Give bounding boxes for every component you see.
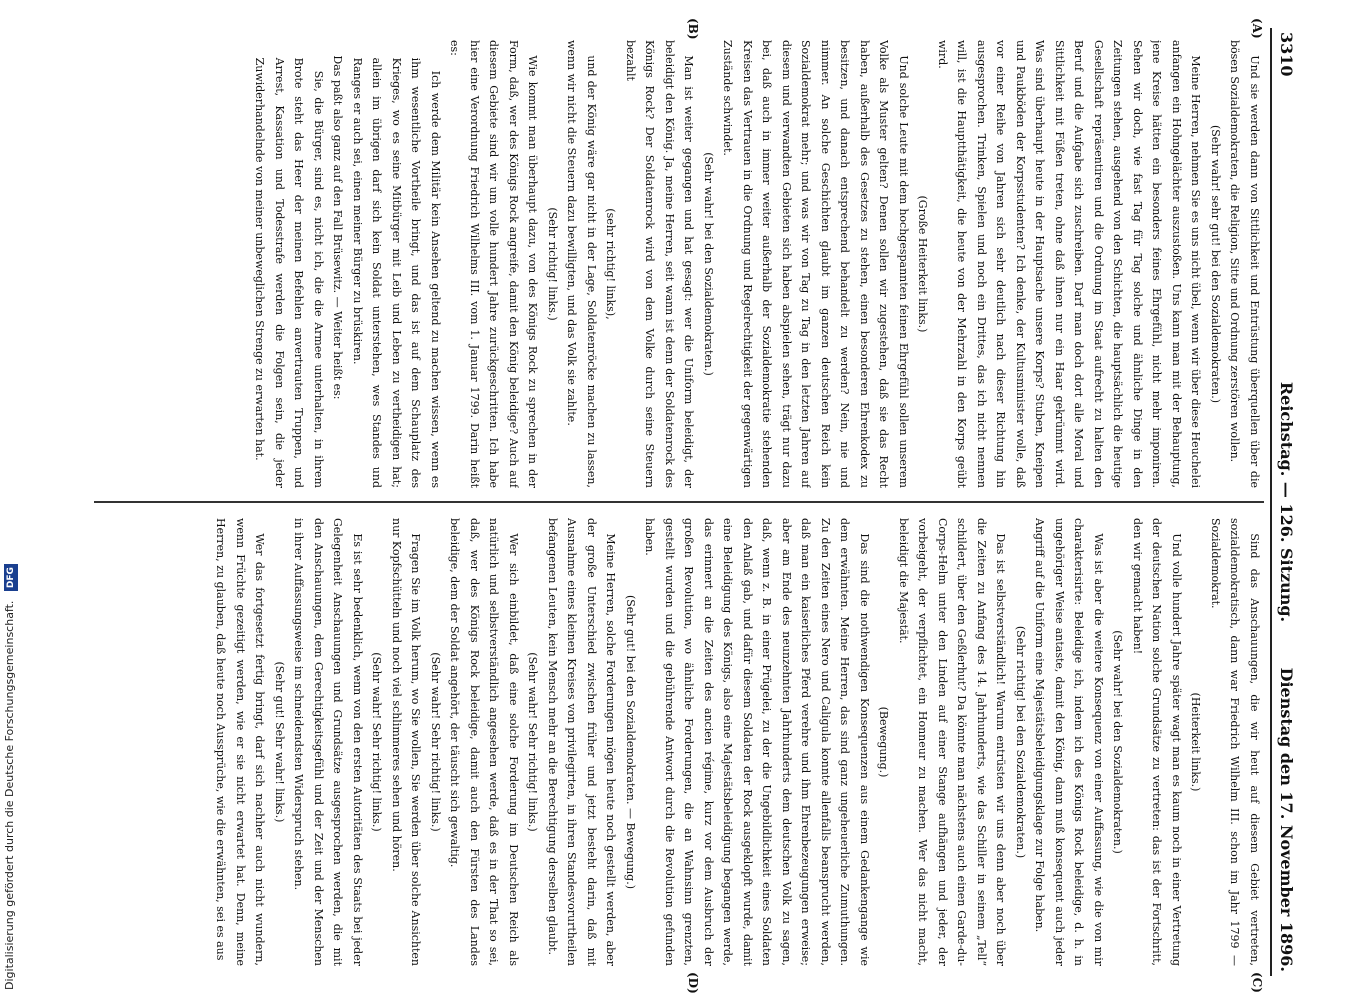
paragraph: Sind das Anschauungen, die wir heut auf diesem Gebiet vertreten, sozialdemokratisch, dann war Friedrich Wilhelm III. schon im Jahr 1799 — Sozialdemokrat. [1209, 518, 1261, 966]
interjection: (Sehr richtig! bei den Sozialdemokraten.) [1014, 625, 1027, 859]
margin-mark-d: (D) [686, 972, 700, 994]
scanned-page [86, 18, 1298, 994]
paragraph: Das sind die nothwendigen Konsequenzen aus einem Gedankengange wie dem erwähnten. Meine Herren, das sind ganz ungeheuerliche Zumuthungen. Zu den Zeiten eines Nero und Caligula konnte allenfalls beansprucht werden, daß man ein kaiserliches Pferd verehre und ihm Ehrenbezeugungen erweise; aber am Ende des neunzehnten Jahrhunderts dem deutschen Volk zu sagen, daß, wenn z. B. in einer Prügelei, zu der die Ungebildlichkeit eines Soldaten den Anlaß gab, und dafür diesem Soldaten der Rock ausgeklopft wurde, damit eine Beleidigung des Königs, also eine Majestätsbeleidigung begangen werde, das erinnert an die Zeiten des ancien régime, kurz vor dem Ausbruch der großen Revolution, wo ähnliche Forderungen, die an Wahnsinn grenzten, gestellt wurden und die gebührende Antwort durch die Revolution gefunden haben. [643, 518, 871, 966]
paragraph: Meine Herren, solche Forderungen mögen heute noch gestellt werden, aber der große Unterschied zwischen früher und jetzt besteht darin, daß mit Ausnahme eines kleinen Kreises von privilegirten, in ihren Standesvorurtheilen befangenen Leuten, kein Mensch mehr an die Berechtigung derselben glaubt. [546, 518, 618, 966]
paragraph: Wer das fortgesetzt fertig bringt, darf sich nachher auch nicht wundern, wenn Früchte gezeitigt werden, wie er sie nicht erwartet hat. Denn, meine Herren, zu glauben, daß heute noch Aussprüche, wie die erwähnten, sei es aus [214, 518, 267, 966]
paragraph: Fragen Sie im Volk herum, wo Sie wollen, Sie werden über solche Ansichten nur Kopfschütteln und noch viel schlimmeres sehen und hören. [390, 518, 423, 966]
interjection: (Sehr gut! Sehr wahr! links.) [273, 661, 286, 823]
right-column [92, 518, 1264, 966]
interjection: (Bewegung.) [877, 706, 891, 778]
margin-mark-a: (A) [1250, 18, 1264, 39]
paragraph: Und sie werden dann von Sittlichkeit und Entrüstung überquellen über die bösen Sozialdemokraten, die Religion, Sitte und Ordnung zerstören wollen. [1228, 40, 1261, 488]
interjection: (Sehr wahr! Sehr richtig! links.) [370, 652, 384, 832]
quotation: Ich werde dem Militär kein Ansehen geltend zu machen wissen, wenn es ihm wesentliche Vortheile bringt, und das ist auf dem Schauplatz des Krieges, wo es seine Mitbürger mit Leib und Leben zu vertheidigen hat; allein im übrigen darf sich kein Soldat unterstehen, wes Standes und Ranges er auch sei, einen meiner Bürger zu brüskiren. [351, 57, 442, 488]
interjection: (Heiterkeit links.) [1189, 692, 1203, 792]
dfg-logo: DFG [4, 564, 18, 591]
paragraph: Meine Herren, nehmen Sie es uns nicht übel, wenn wir über diese Heuchelei anfangen ein Hohngelächter auszustoßen. Uns kann man mit der Behauptung, jene Kreise hätten ein besonders feines Ehrgefühl, nicht mehr imponiren. Sehen wir doch, wie fast Tag für Tag solche und ähnliche Dinge in den Zeitungen stehen, ausgehend von den Schichten, die hauptsächlich die heutige Gesellschaft repräsentiren und die Ordnung im Staat aufrecht zu halten den Beruf und die Aufgabe sich zuschreiben. Darf man doch dort alle Moral und Sittlichkeit mit Füßen treten, ohne daß ihnen nur ein Haar gekrümmt wird. Was sind überhaupt heute in der Hauptsache unsere Korps? Stuben, Kneipen und Paukböden der Korpsstudenten? Ich denke, der Kultusminister wolle, daß vor einer Reihe von Jahren sich sehr deutlich nach dieser Richtung hin ausgesprochen. Trinken, Spielen und noch ein Drittes, das ich nicht nennen will, ist die Hauptthätigkeit, die heute von der Mehrzahl in den Korps geübt wird. [936, 40, 1203, 488]
paragraph: Wer sich einbildet, daß eine solche Forderung im Deutschen Reich als natürlich und selbstverständlich angesehen werde, daß es in der That so sei, daß, wer des Königs Rock beleidige, damit auch den Fürsten des Landes beleidige, dem der Soldat angehört, der täuscht sich gewaltig. [448, 518, 520, 966]
margin-mark-b: (B) [686, 18, 700, 40]
interjection: (sehr richtig! links), [604, 208, 618, 320]
interjection: (Sehr wahr! bei den Sozialdemokraten.) [702, 152, 715, 376]
interjection: (Sehr wahr! Sehr richtig! links.) [526, 652, 540, 832]
interjection: (Sehr wahr! bei den Sozialdemokraten.) [1111, 630, 1125, 854]
interjection: (Sehr gut! bei den Sozialdemokraten. — Bewegung.) [624, 594, 637, 890]
page-header [1270, 28, 1298, 976]
page-number: 3310 [1277, 32, 1296, 77]
paragraph: Es ist sehr bedenklich, wenn von den ersten Autoritäten des Staats bei jeder Gelegenheit Anschauungen und Grundsätze ausgesprochen werden, die mit den Anschauungen, dem Gerechtigkeitsgefühl und der Zeit und der Menschen in ihrer Auffassungsweise im schneidendsten Widerspruch stehen. [292, 518, 364, 966]
interjection: (Sehr richtig! links.) [546, 207, 559, 321]
paragraph: Man ist weiter gegangen und hat gesagt: wer die Uniform beleidigt, der beleidigt den König. Ja, meine Herren, seit wann ist denn der Soldatenrock des Königs Rock? Der Soldatenrock wird von dem Volke durch seine Steuern bezahlt [624, 40, 696, 488]
paragraph: und der König wäre gar nicht in der Lage, Soldatenröcke machen zu lassen, wenn wir nicht die Steuern dazu bewilligten, und das Volk sie zahlte. [565, 40, 598, 488]
interjection: (Sehr wahr! sehr gut! bei den Sozialdemokraten.) [1209, 124, 1222, 403]
session-date: Dienstag den 17. November 1896. [1277, 667, 1296, 972]
paragraph: Das paßt also ganz auf den Fall Brüsewitz. — Weiter heißt es: [331, 55, 345, 400]
margin-mark-c: (C) [1250, 972, 1264, 993]
credit-text: Digitalisierung gefördert durch die Deutsche Forschungsgemeinschaft. [3, 600, 16, 990]
paragraph: Und volle hundert Jahre später wagt man es kaum noch in einer Vertretung der deutschen Nation solche Grundsätze zu vertreten: das ist der Fortschritt, den wir gemacht haben! [1131, 518, 1183, 966]
paragraph: Und solche Leute mit dem hochgespannten feinen Ehrgefühl sollen unserem Volke als Muster gelten? Denen sollen wir zugestehen, daß sie das Recht haben, außerhalb des Gesetzes zu stehen, einen besonderen Ehrenkodex zu besitzen, und danach entsprechend behandelt zu werden? Nein, nie und nimmer. An solche Geschichten glaubt im ganzen deutschen Reich kein Sozialdemokrat mehr; und was wir von Tag zu Tag in den letzten Jahren auf diesem und verwandten Gebieten sich haben abspielen sehen, trägt nur dazu bei, daß auch in immer weiter außerhalb der Sozialdemokratie stehenden Kreisen das Vertrauen in die Ordnung und Regelrechtigkeit der gegenwärtigen Zustände schwindet. [721, 40, 910, 488]
digitization-credit [0, 10, 22, 990]
interjection: (Große Heiterkeit links.) [916, 195, 930, 333]
credit-strip [0, 0, 26, 1000]
quotation: Sie, die Bürger, sind es, nicht ich, die die Armee unterhalten, in ihrem Brote steht das Heer der meinen Befehlen anvertrauten Truppen, und Arrest, Kassation und Todesstrafe werden die Folgen sein, die jeder Zuwiderhandelnde von meiner unbeweglichen Strenge zu erwarten hat. [253, 57, 325, 488]
left-column [92, 40, 1264, 488]
column-divider [94, 501, 1264, 503]
interjection: (Sehr wahr! Sehr richtig! links.) [429, 652, 442, 832]
page-title: Reichstag. — 126. Sitzung. [1277, 381, 1296, 623]
paragraph: Wie kommt man überhaupt dazu, von des Königs Rock zu sprechen in der Form, daß, wer des Königs Rock angreife, damit den König beleidige? Auch auf diesem Gebiete sind wir um volle hundert Jahre zurückgeschritten. Ich habe hier eine Verordnung Friedrich Wilhelms III. vom 1. Januar 1799. Darin heißt es: [448, 40, 540, 488]
paragraph: Was ist aber die weitere Konsequenz von einer Auffassung, wie die von mir charakterisirte: Beleidige ich, indem ich des Königs Rock beleidige, d. h. in ungehöriger Weise antaste, damit den König, dann muß konsequent auch jeder Angriff auf die Uniform eine Majestätsbeleidigungsklage zur Folge haben. [1033, 518, 1105, 966]
paragraph: Das ist selbstverständlich! Warum entrüsten wir uns denn aber noch über die Zeiten zu Anfang des 14. Jahrhunderts, wie das Schiller in seinem „Tell“ schildert, über den Geßlerhut? Da könnte man nächstens auch einen Garde-du-Corps-Helm unter den Linden auf einer Stange aufhängen und jeder, der vorbeigeht, der verpflichtet, ein Honneur zu machen. Wer das nicht macht, beleidigt die Majestät. [897, 518, 1008, 966]
